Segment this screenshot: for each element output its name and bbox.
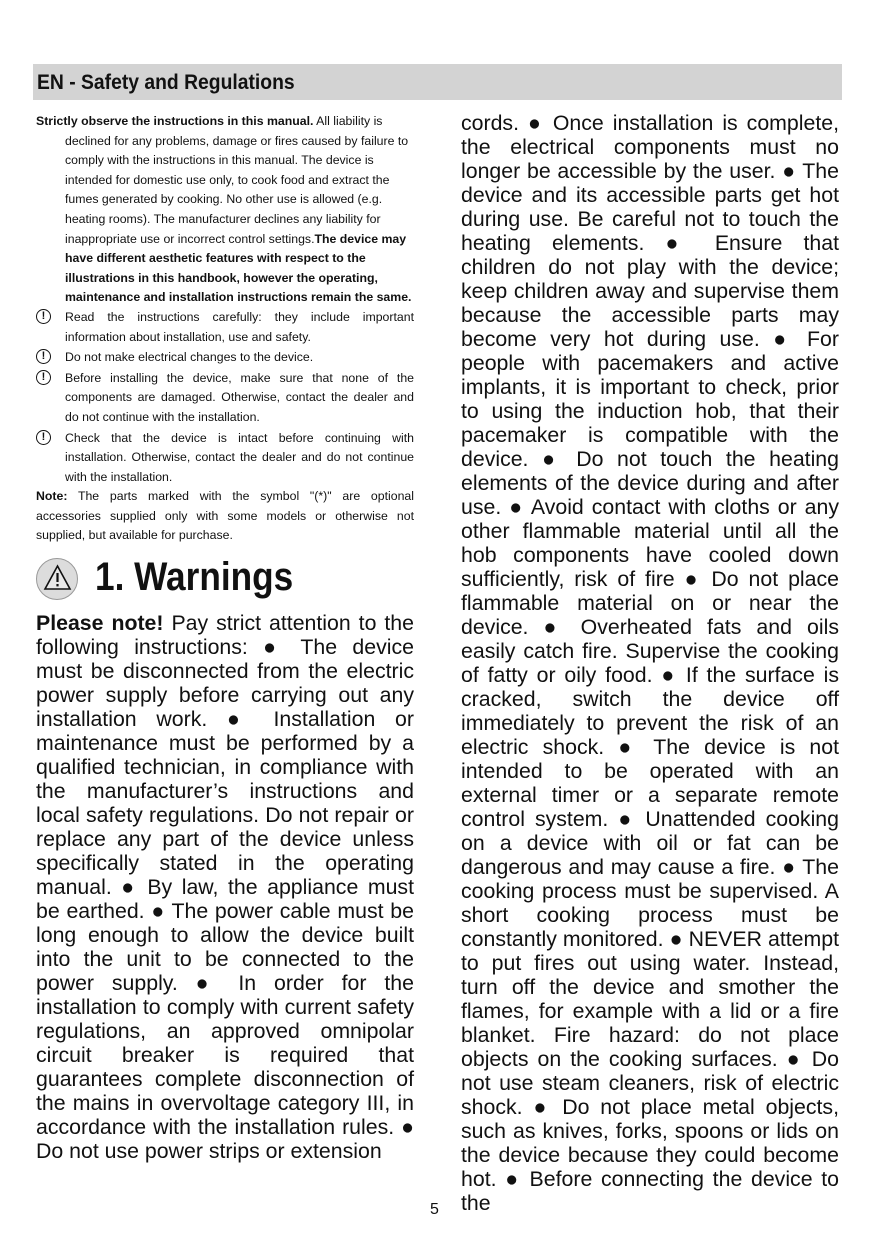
section-heading: [36, 557, 414, 611]
note-item: [36, 429, 414, 488]
warnings-right-body: cords. ● Once installation is complete, the electrical components must no longer be accessible by the user. ● The device and its accessible parts get hot during use. Be careful not to touch the heating elements. ● Ensure that children do not play with the device; keep children away and supervise them because the accessible parts may become very hot during use. ● For people with pacemakers and active implants, it is important to check, prior to using the induction hob, that their pacemaker is compatible with the device. ● Do not touch the heating elements of the device during and after use. ● Avoid contact with cloths or any other flammable material until all the hob components have cooled down sufficiently, risk of fire ● Do not place flammable material on or near the device. ● Overheated fats and oils easily catch fire. Supervise the cooking of fatty or oily food. ● If the surface is cracked, switch the device off immediately to prevent the risk of an electric shock. ● The device is not intended to be operated with an external timer or a separate remote control system. ● Unattended cooking on a device with oil or fat can be dangerous and may cause a fire. ● The cooking process must be supervised. A short cooking process must be constantly monitored. ● NEVER attempt to put fires out using water. Instead, turn off the device and smother the flames, for example with a lid or a fire blanket. Fire hazard: do not place objects on the cooking surfaces. ● Do not use steam cleaners, risk of electric shock. ● Do not place metal objects, such as knives, forks, spoons or lids on the device because they could become hot. ● Before connecting the device to the: [461, 111, 839, 1215]
intro-paragraph: [36, 112, 414, 308]
optional-parts-note: [36, 487, 414, 546]
exclamation-icon: !: [36, 349, 51, 364]
note-text: Read the instructions carefully: they include important information about installation, use and safety.: [65, 309, 414, 344]
exclamation-icon: !: [36, 430, 51, 445]
note-label: Note:: [36, 489, 68, 504]
intro-body: All liability is declined for any problems, damage or fires caused by failure to comply with the instructions in this manual. The device is intended for domestic use only, to cook food and extract the fumes generated by cooking. No other use is allowed (e.g. heating rooms). The manufacturer declines any liability for inappropriate use or incorrect control settings.: [65, 114, 409, 246]
note-item: [36, 369, 414, 428]
note-text: Check that the device is intact before continuing with installation. Otherwise, contact the dealer and do not continue with the installation.: [65, 430, 414, 484]
page-number: 5: [430, 1201, 439, 1218]
note-text: Before installing the device, make sure that none of the components are damaged. Otherwise, contact the dealer and do not continue with the installation.: [65, 370, 414, 424]
right-column: [461, 111, 839, 1215]
header-title: EN - Safety and Regulations: [37, 71, 295, 94]
section-header-bar: [33, 64, 842, 100]
exclamation-icon: !: [36, 370, 51, 385]
exclamation-icon: !: [36, 309, 51, 324]
section-title: 1. Warnings: [95, 555, 294, 600]
please-note-lead: Please note!: [36, 611, 164, 636]
note-item: [36, 308, 414, 347]
note-item: [36, 348, 414, 368]
intro-tail: The device may have different aesthetic features with respect to the illustrations in this handbook, however the operating, maintenance and installation instructions remain the same.: [65, 231, 412, 305]
left-column: [36, 112, 414, 1163]
warnings-left-body: Pay strict attention to the following instructions: ● The device must be disconnected from the electric power supply before carrying out any installation work. ● Installation or maintenance must be performed by a qualified technician, in compliance with the manufacturer’s instructions and local safety regulations. Do not repair or replace any part of the device unless specifically stated in the operating manual. ● By law, the appliance must be earthed. ● The power cable must be long enough to allow the device built into the unit to be connected to the power supply. ● In order for the installation to comply with current safety regulations, an approved omnipolar circuit breaker is required that guarantees complete disconnection of the mains in overvoltage category III, in accordance with the installation rules. ● Do not use power strips or extension: [36, 611, 414, 1164]
warning-triangle-icon: [36, 558, 78, 600]
warnings-left-text: [36, 611, 414, 1163]
intro-lead: Strictly observe the instructions in this manual.: [36, 114, 314, 128]
note-body: The parts marked with the symbol "(*)" are optional accessories supplied only with some models or otherwise not supplied, but available for purchase.: [36, 489, 414, 543]
note-text: Do not make electrical changes to the device.: [65, 350, 314, 365]
